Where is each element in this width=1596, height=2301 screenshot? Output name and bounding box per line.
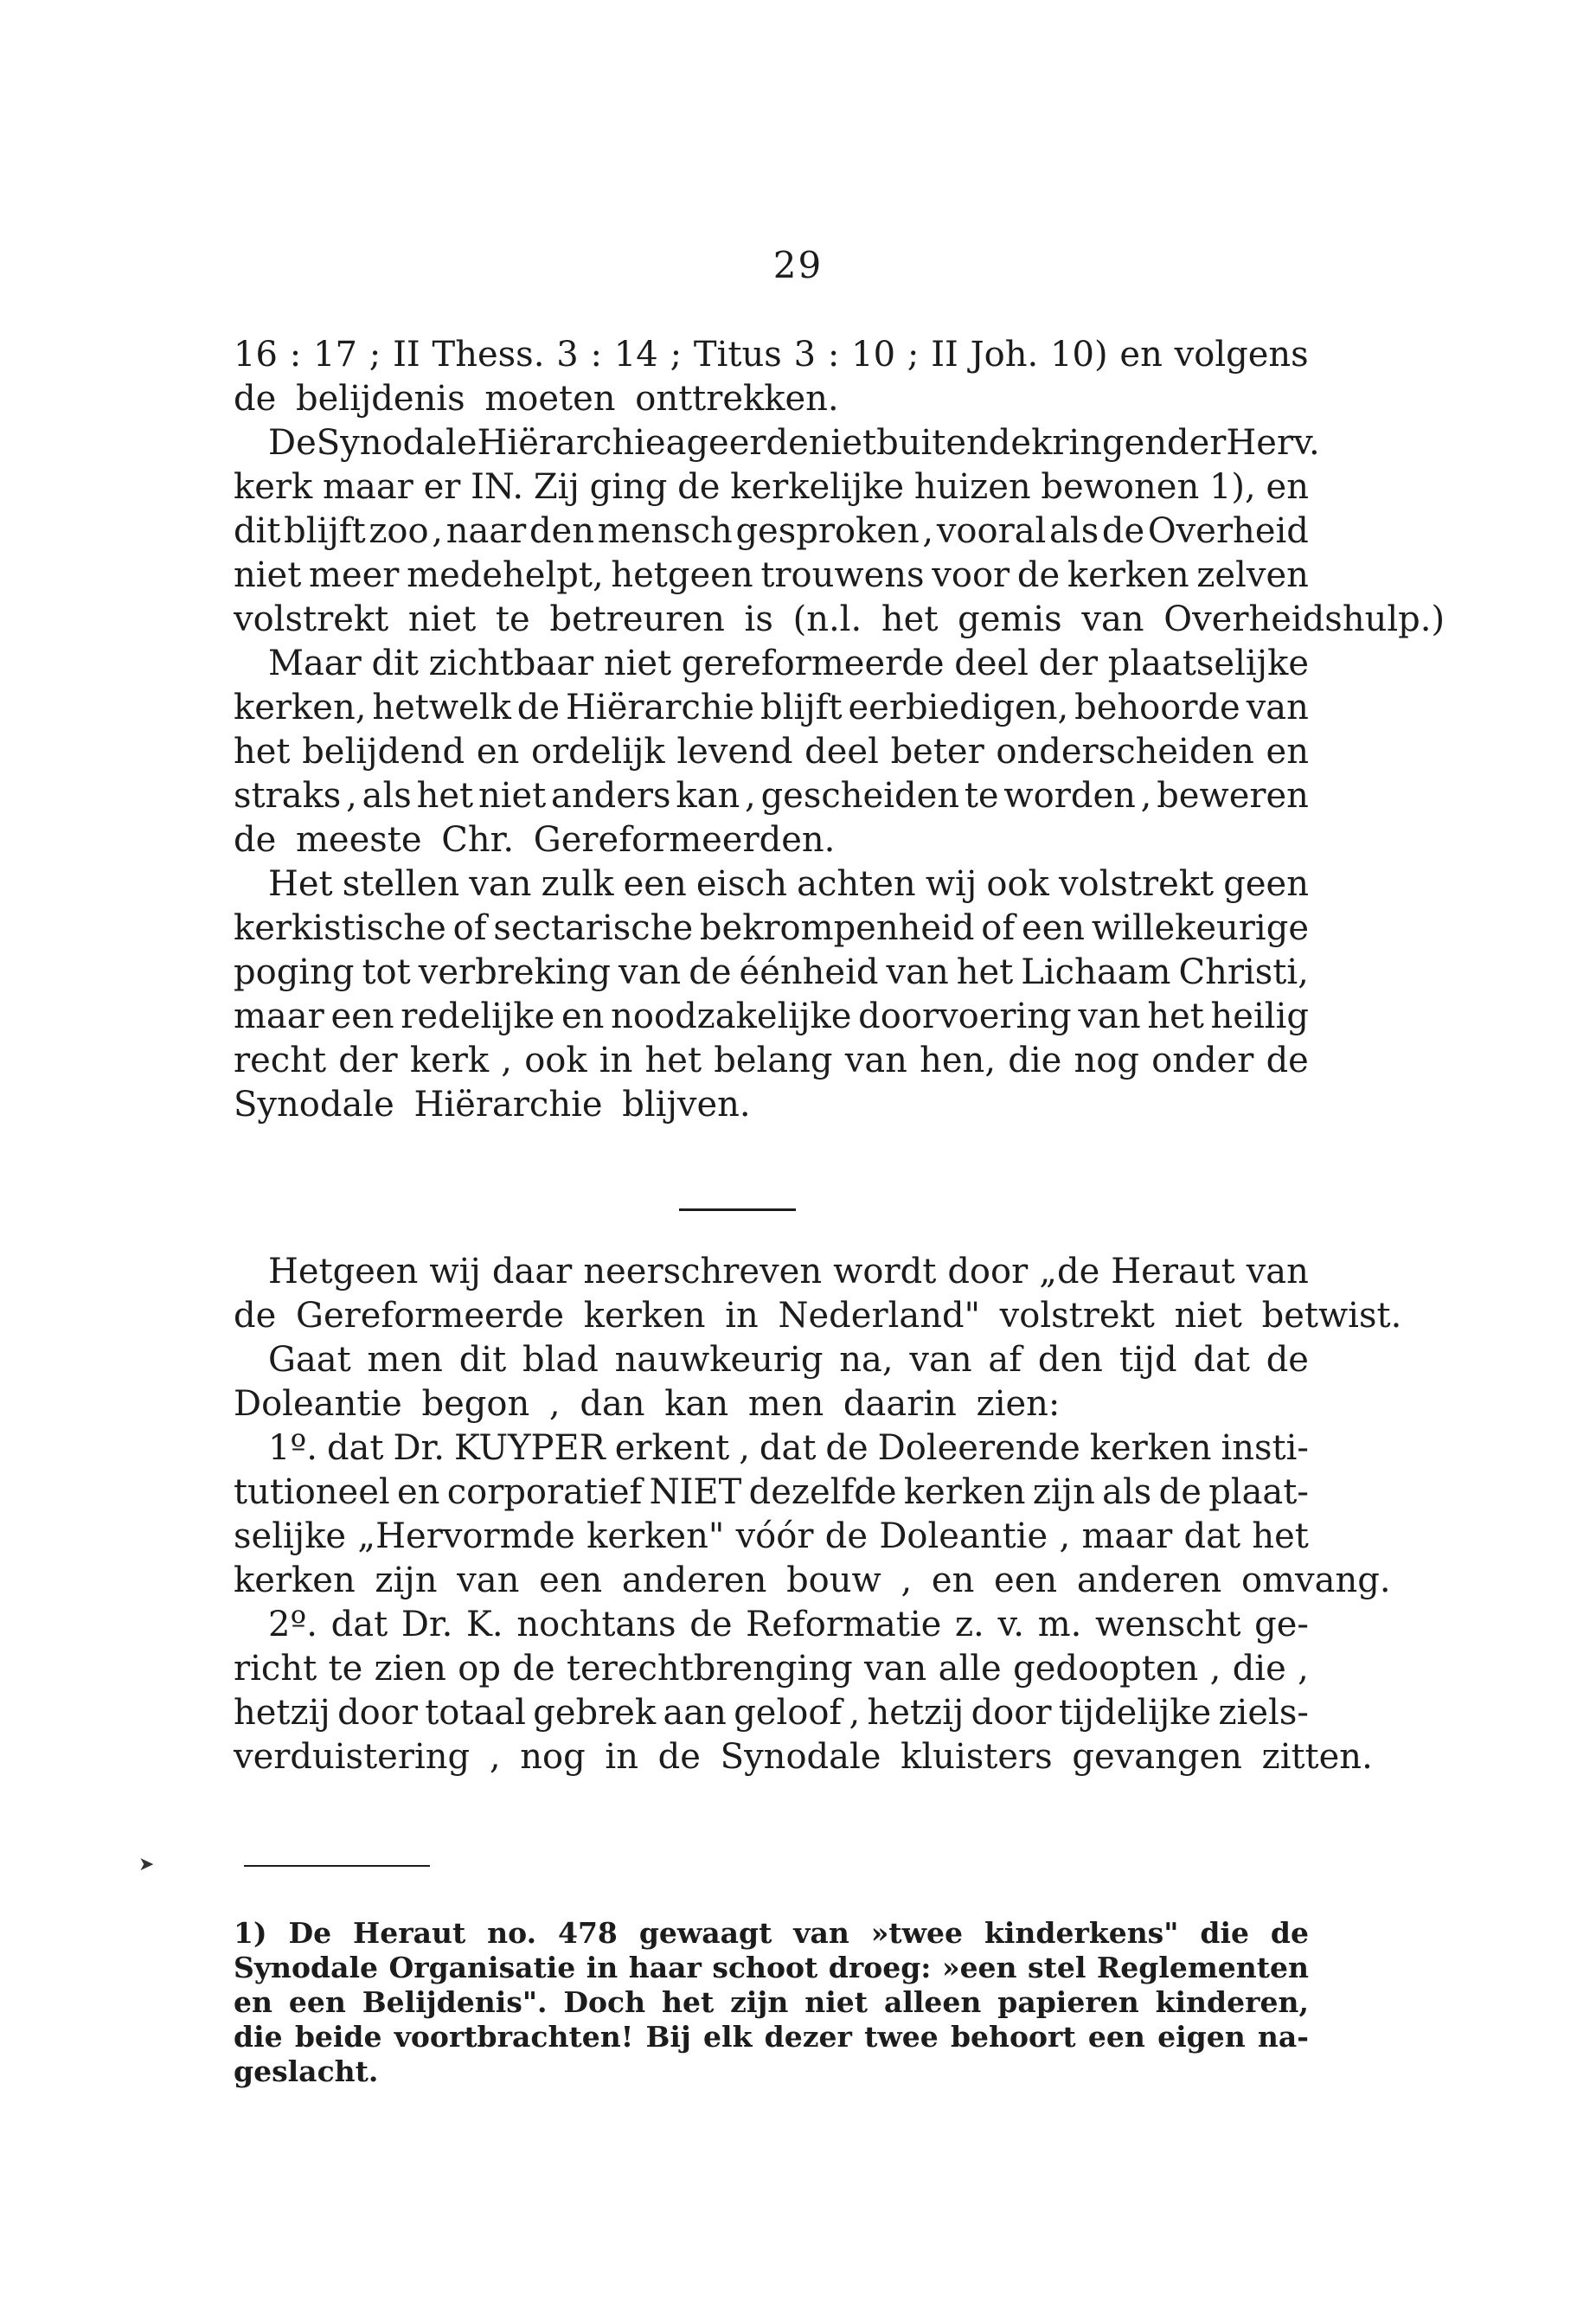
- text-line: hetzij door totaal gebrek aan geloof , hetzij door tijdelijke ziels-: [234, 1693, 1309, 1733]
- text-line: kerken, hetwelk de Hiërarchie blijft eerbiedigen, behoorde van: [234, 688, 1309, 727]
- text-line: verduistering , nog in de Synodale kluisters gevangen zitten.: [234, 1737, 1373, 1777]
- text-line: Synodale Hiërarchie blijven.: [234, 1085, 751, 1125]
- footnote-line: geslacht.: [234, 2054, 379, 2088]
- body-text-bottom: [234, 1250, 1402, 1779]
- text-line: 1º. dat Dr. KUYPER erkent , dat de Doleerende kerken insti-: [268, 1428, 1309, 1468]
- text-line: kerkistische of sectarische bekrompenheid of een willekeurige: [234, 908, 1309, 948]
- text-line: Maar dit zichtbaar niet gereformeerde deel der plaatselijke: [268, 644, 1309, 683]
- footnote-line: Synodale Organisatie in haar schoot droeg: »een stel Reglementen: [234, 1951, 1309, 1984]
- text-line: poging tot verbreking van de éénheid van het Lichaam Christi,: [234, 952, 1309, 992]
- text-line: tutioneel en corporatief NIET dezelfde kerken zijn als de plaat-: [234, 1472, 1309, 1512]
- footnote-line: 1) De Heraut no. 478 gewaagt van »twee kinderkens" die de: [234, 1916, 1309, 1950]
- text-line: Gaat men dit blad nauwkeurig na, van af den tijd dat de: [268, 1340, 1309, 1380]
- text-line: De Synodale Hiërarchie ageerde niet buiten de kringen der Herv.: [268, 423, 1320, 463]
- text-line: Het stellen van zulk een eisch achten wij ook volstrekt geen: [268, 864, 1309, 904]
- text-line: richt te zien op de terechtbrenging van alle gedoopten , die ,: [234, 1649, 1309, 1689]
- section-divider: [679, 1208, 796, 1211]
- text-line: de meeste Chr. Gereformeerden.: [234, 820, 836, 860]
- body-text-top: [234, 333, 1445, 1127]
- text-line: Doleantie begon , dan kan men daarin zien:: [234, 1384, 1061, 1424]
- text-line: het belijdend en ordelijk levend deel beter onderscheiden en: [234, 732, 1309, 772]
- footnote: [234, 1916, 1309, 2089]
- text-line: de Gereformeerde kerken in Nederland" volstrekt niet betwist.: [234, 1296, 1402, 1336]
- text-line: 2º. dat Dr. K. nochtans de Reformatie z. v. m. wenscht ge-: [268, 1605, 1309, 1644]
- text-line: maar een redelijke en noodzakelijke doorvoering van het heilig: [234, 997, 1309, 1036]
- footnote-rule: [244, 1865, 430, 1867]
- text-line: kerk maar er IN. Zij ging de kerkelijke huizen bewonen 1), en: [234, 467, 1309, 507]
- footnote-line: en een Belijdenis". Doch het zijn niet alleen papieren kinderen,: [234, 1985, 1309, 2019]
- footnote-line: die beide voortbrachten! Bij elk dezer twee behoort een eigen na-: [234, 2020, 1309, 2054]
- text-line: dit blijft zoo , naar den mensch gesproken , vooral als de Overheid: [234, 511, 1309, 551]
- text-line: recht der kerk , ook in het belang van hen, die nog onder de: [234, 1041, 1309, 1080]
- text-line: volstrekt niet te betreuren is (n.l. het gemis van Overheidshulp.): [234, 599, 1445, 639]
- text-line: selijke „Hervormde kerken" vóór de Doleantie , maar dat het: [234, 1516, 1309, 1556]
- text-line: Hetgeen wij daar neerschreven wordt door „de Heraut van: [268, 1252, 1309, 1292]
- text-line: de belijdenis moeten onttrekken.: [234, 379, 839, 419]
- text-line: niet meer medehelpt, hetgeen trouwens voor de kerken zelven: [234, 555, 1309, 595]
- margin-mark: ➤: [138, 1854, 155, 1875]
- page-number: 29: [772, 244, 824, 286]
- text-line: kerken zijn van een anderen bouw , en een anderen omvang.: [234, 1561, 1391, 1600]
- text-line: 16 : 17 ; II Thess. 3 : 14 ; Titus 3 : 10 ; II Joh. 10) en volgens: [234, 335, 1309, 375]
- text-line: straks , als het niet anders kan , gescheiden te worden , beweren: [234, 776, 1309, 816]
